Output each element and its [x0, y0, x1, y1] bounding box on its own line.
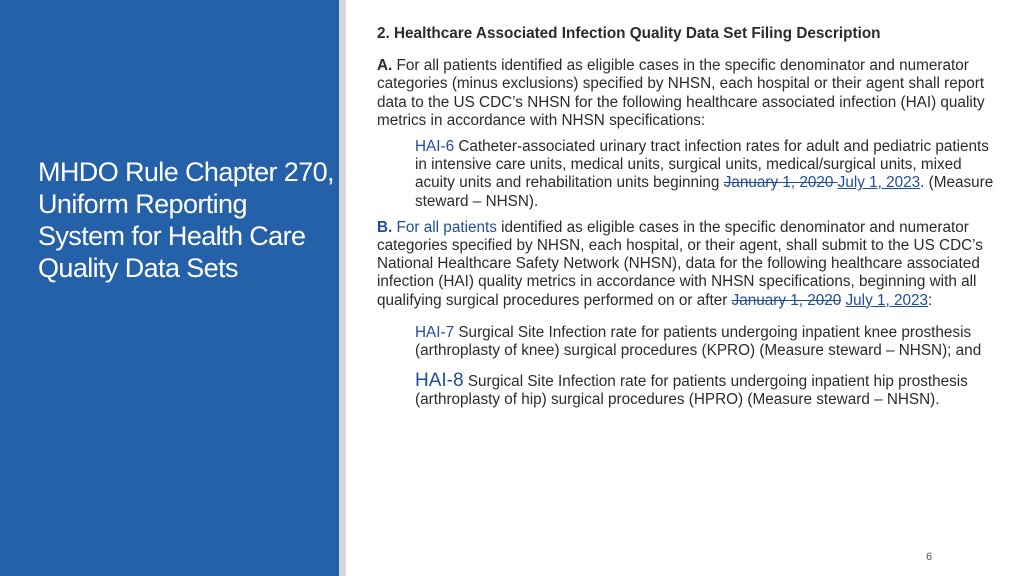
hai-6-tail: . (Measure steward – NHSN). [415, 174, 994, 210]
sidebar-panel [0, 0, 339, 576]
hai-6-text: Catheter-associated urinary tract infection rates for adult and pediatric patients in intensive care units, medical units, surgical units, medical/surgical units, mixed acuity units and rehabilitation units beginning [415, 138, 989, 192]
paragraph-b-tail: : [928, 291, 933, 309]
section-heading: 2. Healthcare Associated Infection Quality Data Set Filing Description [377, 25, 881, 42]
hai-6-struck-date: January 1, 2020 [723, 174, 838, 192]
hai-6-item [415, 138, 1002, 211]
hai-7-text: Surgical Site Infection rate for patients undergoing inpatient knee prosthesis (arthroplasty of knee) surgical procedures (KPRO) (Measure steward – NHSN); and [415, 323, 982, 360]
hai-6-new-date: July 1, 2023 [837, 174, 921, 192]
hai-8-text: Surgical Site Infection rate for patients undergoing inpatient hip prosthesis (arthroplasty of hip) surgical procedures (HPRO) (Measure steward – NHSN). [415, 373, 968, 409]
paragraph-a [377, 57, 1002, 130]
paragraph-b-new-date: July 1, 2023 [845, 291, 929, 309]
paragraph-b [377, 219, 1002, 310]
paragraph-a-label: A. [377, 57, 393, 75]
hai-8-item [415, 372, 1002, 409]
paragraph-b-lead: For all patients [392, 218, 497, 236]
paragraph-b-text: identified as eligible cases in the specific denominator and numerator categories specified by NHSN, each hospital, or their agent, shall submit to the US CDC’s National Healthcare Safety Network (NHSN), data for the following healthcare associated infection (HAI) quality metrics in accordance with NHSN specifications, beginning with all qualifying surgical procedures performed on or after [377, 218, 983, 309]
hai-8-code: HAI-8 [415, 370, 464, 392]
slide-title: MHDO Rule Chapter 270, Uniform Reporting System for Health Care Quality Data Sets [38, 157, 334, 283]
hai-7-item [415, 324, 1002, 360]
hai-6-code: HAI-6 [415, 138, 455, 156]
hai-7-code: HAI-7 [415, 323, 455, 341]
paragraph-b-struck-date: January 1, 2020 [731, 291, 842, 309]
sidebar-divider [339, 0, 346, 576]
content-area [377, 25, 1002, 418]
paragraph-a-text: For all patients identified as eligible cases in the specific denominator and numerator categories (minus exclusions) specified by NHSN, each hospital or their agent shall report data to the US CDC’s NHSN for the following healthcare associated infection (HAI) quality metrics in accordance with NHSN specifications: [377, 57, 985, 129]
paragraph-b-label: B. [377, 218, 393, 236]
page-number: 6 [926, 551, 933, 563]
